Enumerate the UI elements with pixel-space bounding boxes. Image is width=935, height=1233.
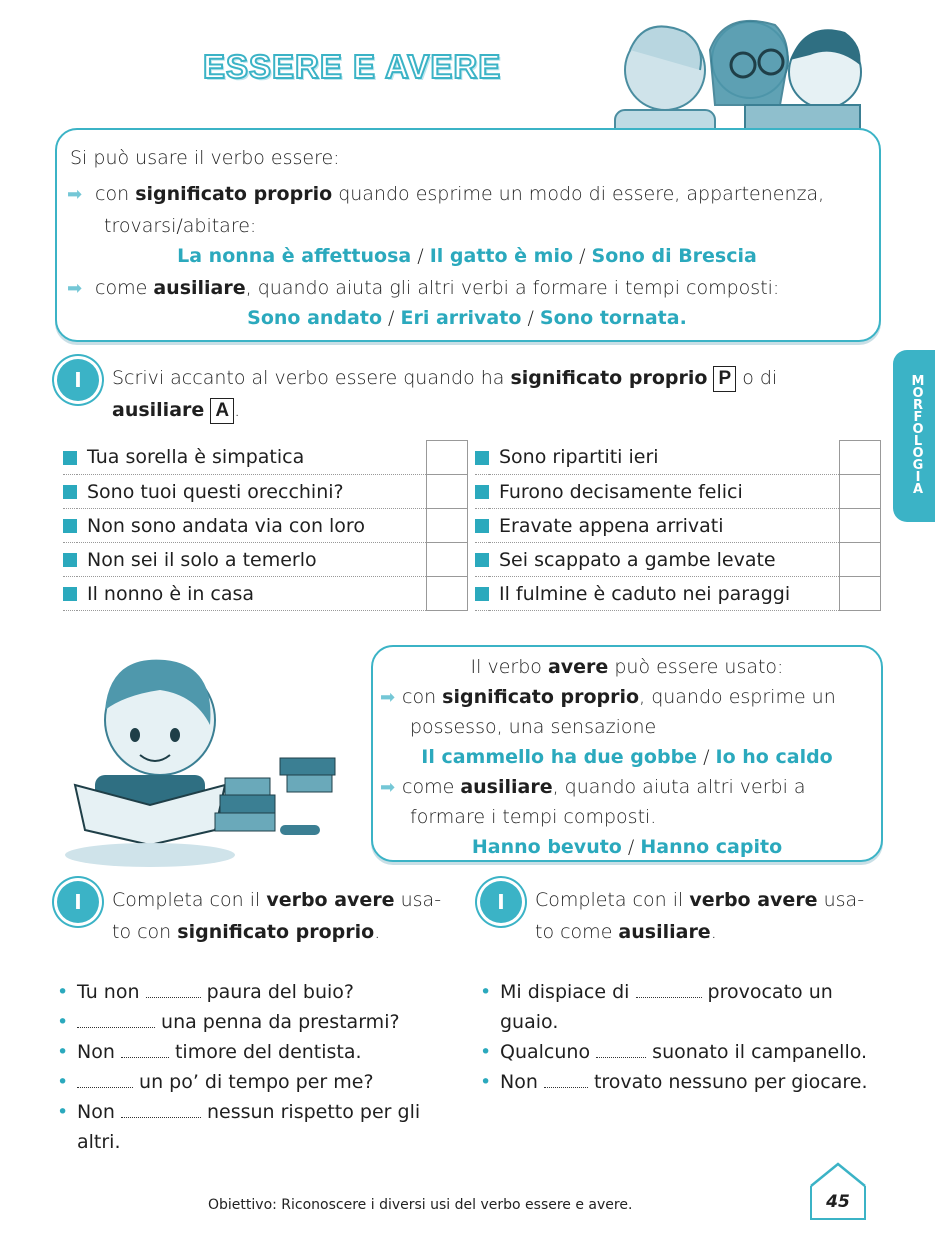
square-bullet-icon bbox=[475, 451, 489, 465]
sentence-start: Non bbox=[77, 1041, 121, 1063]
avere-item-ausiliare-line2: formare i tempi composti. bbox=[410, 806, 657, 828]
sentence-continuation: altri. bbox=[77, 1131, 121, 1153]
sentence-end: un po’ di tempo per me? bbox=[133, 1071, 374, 1093]
side-tab-letter: M bbox=[911, 374, 925, 389]
side-tab-letter: O bbox=[912, 446, 924, 461]
exercise3-list bbox=[480, 977, 890, 1097]
side-tab-letter: I bbox=[915, 470, 921, 485]
answer-box[interactable] bbox=[840, 475, 881, 509]
fill-in-blank[interactable] bbox=[596, 1041, 646, 1058]
morfologia-side-tab bbox=[893, 350, 935, 522]
essere-item-ausiliare: ➡ come ausiliare, quando aiuta gli altri verbi a formare i tempi composti: bbox=[67, 272, 867, 305]
page-number: 45 bbox=[810, 1186, 866, 1220]
side-tab-label bbox=[893, 350, 935, 496]
answer-box[interactable] bbox=[427, 577, 468, 611]
fill-in-blank[interactable] bbox=[121, 1041, 169, 1058]
answer-box[interactable] bbox=[840, 577, 881, 611]
avere-item-ausiliare: ➡ come ausiliare, quando aiuta altri verbi a bbox=[380, 771, 875, 804]
fill-in-blank[interactable] bbox=[77, 1071, 133, 1088]
sentence-start: Non bbox=[77, 1101, 121, 1123]
letter-box-a: A bbox=[210, 398, 234, 424]
fill-in-blank[interactable] bbox=[146, 981, 201, 998]
sentence: Sono ripartiti ieri bbox=[489, 441, 840, 475]
table-row bbox=[63, 509, 468, 543]
sentence-start: Tu non bbox=[77, 981, 146, 1003]
table-row bbox=[63, 475, 468, 509]
table-row bbox=[63, 441, 468, 475]
square-bullet-icon bbox=[63, 587, 77, 601]
list-item bbox=[57, 1037, 457, 1067]
side-tab-letter: L bbox=[913, 434, 923, 449]
avere-examples-ausiliare: Hanno bevuto / Hanno capito bbox=[471, 836, 783, 858]
table-row bbox=[63, 577, 468, 611]
sentence-end: nessun rispetto per gli bbox=[200, 1101, 421, 1123]
exercise1-right-table bbox=[475, 440, 881, 611]
house-roof-icon bbox=[803, 1158, 873, 1188]
square-bullet-icon bbox=[63, 519, 77, 533]
side-tab-letter: O bbox=[912, 386, 924, 401]
sentence-end: trovato nessuno per giocare. bbox=[587, 1071, 868, 1093]
sentence: Il fulmine è caduto nei paraggi bbox=[489, 577, 840, 611]
sentence-end: paura del buio? bbox=[200, 981, 355, 1003]
table-row bbox=[63, 543, 468, 577]
answer-box[interactable] bbox=[427, 543, 468, 577]
square-bullet-icon bbox=[475, 587, 489, 601]
sentence-start: Non bbox=[500, 1071, 544, 1093]
sentence: Il nonno è in casa bbox=[77, 577, 427, 611]
list-item bbox=[57, 1097, 457, 1157]
sentence-end: suonato il campanello. bbox=[646, 1041, 868, 1063]
sentence: Eravate appena arrivati bbox=[489, 509, 840, 543]
sentence: Tua sorella è simpatica bbox=[77, 441, 427, 475]
exercise2-instruction: Completa con il verbo avere usa- to con significato proprio. bbox=[112, 889, 442, 943]
exercise-icon: I bbox=[57, 359, 99, 401]
avere-examples-proprio: Il cammello ha due gobbe / Io ho caldo bbox=[421, 746, 833, 768]
arrow-right-icon: ➡ bbox=[67, 278, 83, 299]
square-bullet-icon bbox=[63, 553, 77, 567]
avere-item-proprio: ➡ con significato proprio, quando esprime un bbox=[380, 681, 875, 714]
exercise1-instruction: Scrivi accanto al verbo essere quando ha significato proprio P o di bbox=[112, 362, 882, 394]
fill-in-blank[interactable] bbox=[77, 1011, 155, 1028]
sentence-end: timore del dentista. bbox=[168, 1041, 362, 1063]
side-tab-letter: G bbox=[912, 458, 924, 473]
list-item bbox=[480, 977, 890, 1037]
exercise3-instruction: Completa con il verbo avere usa- to come ausiliare. bbox=[535, 889, 865, 943]
fill-in-blank[interactable] bbox=[121, 1101, 201, 1118]
fill-in-blank[interactable] bbox=[544, 1071, 588, 1088]
sentence-end: provocato un bbox=[701, 981, 833, 1003]
essere-rules-box bbox=[55, 128, 881, 342]
answer-box[interactable] bbox=[427, 475, 468, 509]
exercise-icon: I bbox=[57, 881, 99, 923]
list-item bbox=[480, 1067, 890, 1097]
exercise-icon: I bbox=[480, 881, 522, 923]
sentence: Sono tuoi questi orecchini? bbox=[77, 475, 427, 509]
sentence-start: Qualcuno bbox=[500, 1041, 597, 1063]
essere-intro: Si può usare il verbo essere: bbox=[70, 147, 340, 169]
sentence: Furono decisamente felici bbox=[489, 475, 840, 509]
table-row bbox=[475, 509, 881, 543]
essere-item-proprio: ➡ con significato proprio quando esprime un modo di essere, appartenenza, bbox=[67, 178, 867, 211]
arrow-right-icon: ➡ bbox=[380, 687, 396, 708]
sentence-start: Mi dispiace di bbox=[500, 981, 636, 1003]
table-row bbox=[475, 441, 881, 475]
table-row bbox=[475, 475, 881, 509]
sentence: Sei scappato a gambe levate bbox=[489, 543, 840, 577]
arrow-right-icon: ➡ bbox=[380, 777, 396, 798]
sentence-end: una penna da prestarmi? bbox=[155, 1011, 400, 1033]
fill-in-blank[interactable] bbox=[636, 981, 702, 998]
side-tab-letter: O bbox=[912, 422, 924, 437]
exercise1-instruction-line2: ausiliare A . bbox=[112, 394, 240, 426]
letter-box-p: P bbox=[713, 366, 736, 392]
boy-reading-illustration bbox=[65, 655, 355, 870]
avere-intro: Il verbo avere può essere usato: bbox=[470, 656, 784, 678]
list-item bbox=[480, 1037, 890, 1067]
table-row bbox=[475, 577, 881, 611]
square-bullet-icon bbox=[475, 553, 489, 567]
side-tab-letter: F bbox=[913, 410, 923, 425]
essere-examples-proprio: La nonna è affettuosa / Il gatto è mio / Sono di Brescia bbox=[177, 245, 757, 267]
list-item bbox=[57, 1067, 457, 1097]
answer-box[interactable] bbox=[427, 441, 468, 475]
list-item bbox=[57, 977, 457, 1007]
avere-rules-box bbox=[371, 645, 883, 862]
exercise1-left-table bbox=[63, 440, 468, 611]
page-title: ESSERE E AVERE bbox=[203, 48, 502, 85]
essere-item-proprio-line2: trovarsi/abitare: bbox=[104, 215, 257, 237]
avere-item-proprio-line2: possesso, una sensazione bbox=[410, 716, 657, 738]
answer-box[interactable] bbox=[840, 543, 881, 577]
table-row bbox=[475, 543, 881, 577]
square-bullet-icon bbox=[475, 485, 489, 499]
answer-box[interactable] bbox=[840, 441, 881, 475]
essere-examples-ausiliare: Sono andato / Eri arrivato / Sono tornata. bbox=[247, 307, 687, 329]
sentence-continuation: guaio. bbox=[500, 1011, 559, 1033]
list-item bbox=[57, 1007, 457, 1037]
square-bullet-icon bbox=[475, 519, 489, 533]
answer-box[interactable] bbox=[427, 509, 468, 543]
sentence: Non sono andata via con loro bbox=[77, 509, 427, 543]
sentence: Non sei il solo a temerlo bbox=[77, 543, 427, 577]
side-tab-letter: A bbox=[912, 482, 924, 497]
answer-box[interactable] bbox=[840, 509, 881, 543]
side-tab-letter: R bbox=[912, 398, 923, 413]
arrow-right-icon: ➡ bbox=[67, 184, 83, 205]
square-bullet-icon bbox=[63, 451, 77, 465]
square-bullet-icon bbox=[63, 485, 77, 499]
exercise2-list bbox=[57, 977, 457, 1157]
footer-objective: Obiettivo: Riconoscere i diversi usi del verbo essere e avere. bbox=[208, 1197, 633, 1213]
